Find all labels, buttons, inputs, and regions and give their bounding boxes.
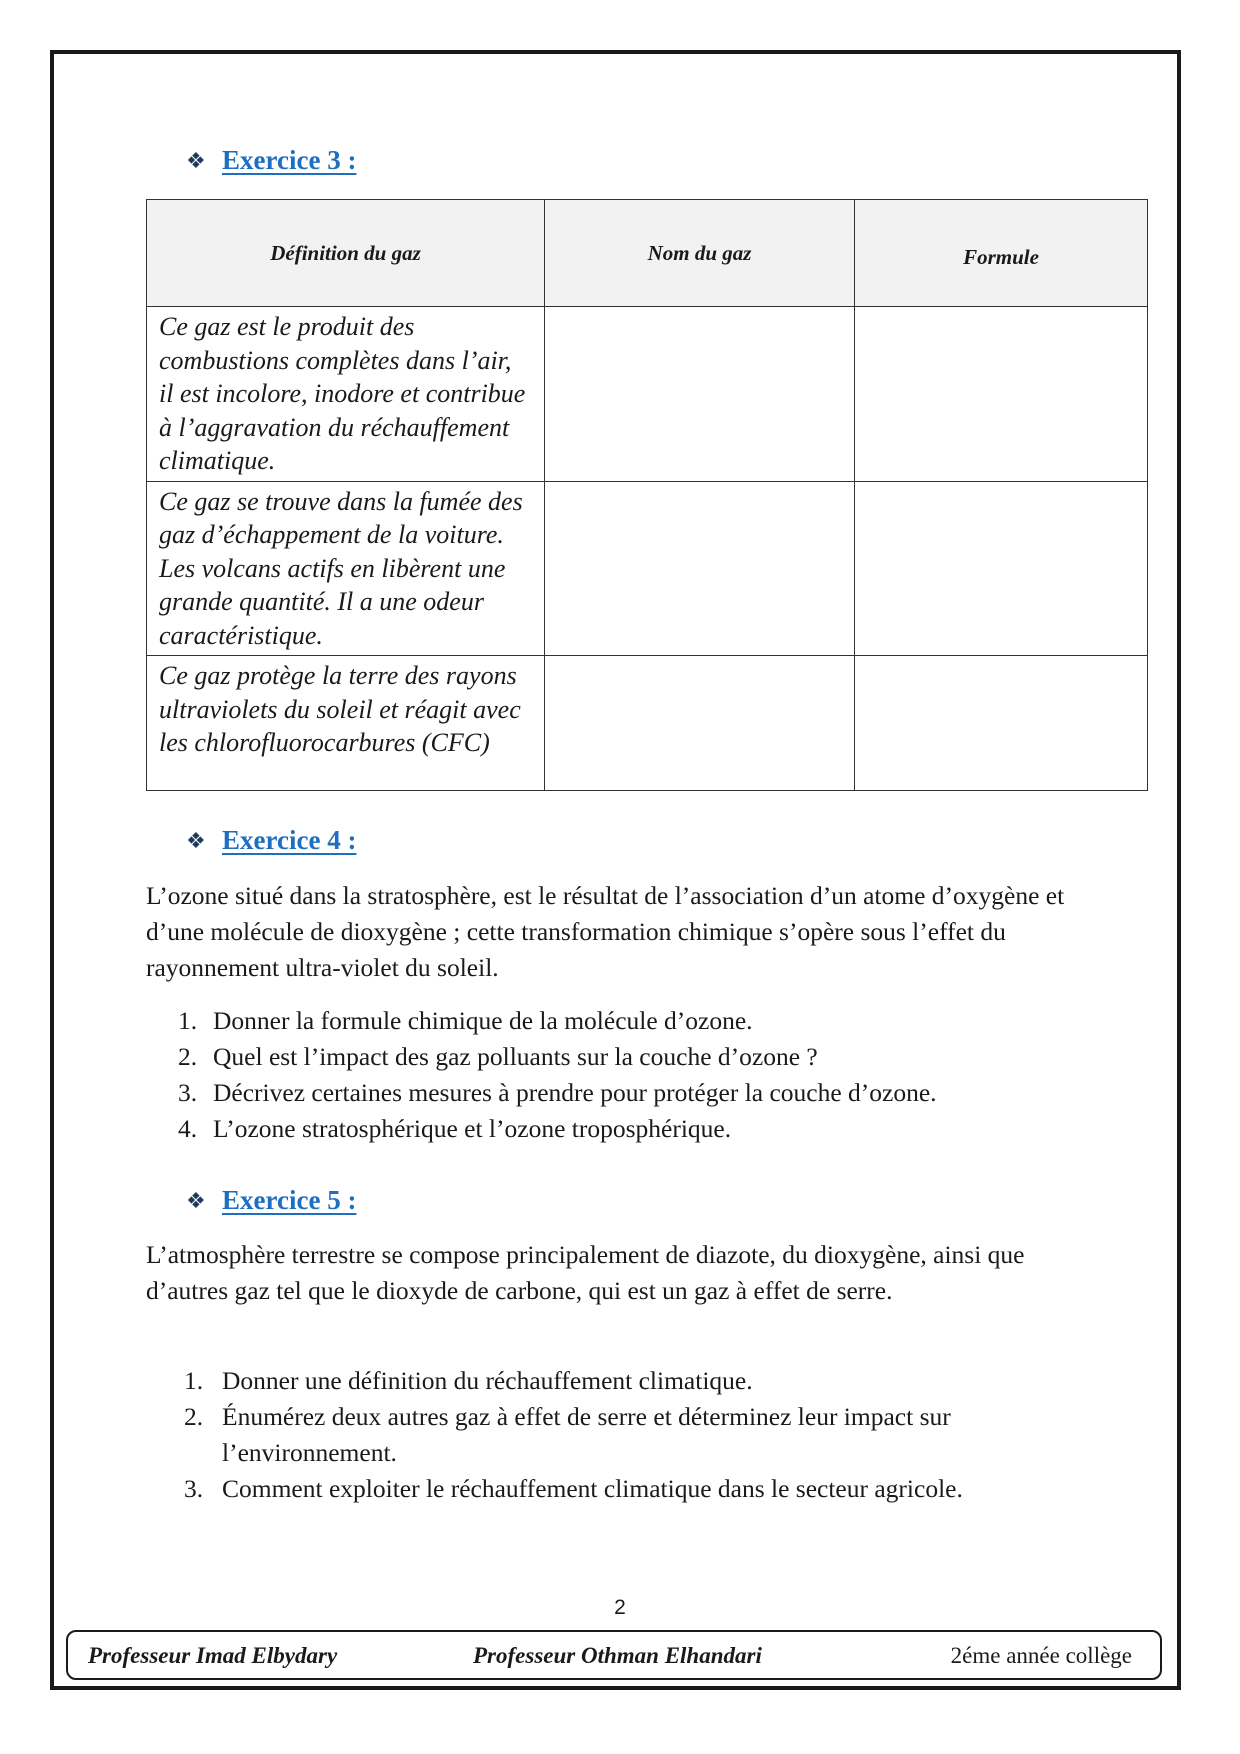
- exercise-4-heading: [186, 825, 356, 856]
- table-row: [147, 307, 1148, 482]
- footer-teacher-2: Professeur Othman Elhandari: [473, 1643, 762, 1668]
- table-row: [147, 656, 1148, 791]
- header-name: Nom du gaz: [545, 200, 855, 307]
- diamond-bullet-icon: ❖: [186, 827, 206, 853]
- question-text: Donner la formule chimique de la molécule d’ozone.: [213, 1006, 753, 1035]
- gas-definition-cell: Ce gaz se trouve dans la fumée des gaz d’échappement de la voiture. Les volcans actifs en libèrent une grande quantité. Il a une odeur caractéristique.: [147, 481, 545, 656]
- gas-table: [146, 199, 1148, 791]
- list-item: [178, 1075, 1078, 1111]
- question-text: Quel est l’impact des gaz polluants sur la couche d’ozone ?: [213, 1042, 818, 1071]
- list-item: [184, 1363, 1084, 1399]
- exercise-4-questions: [178, 1003, 1078, 1147]
- list-item: [184, 1399, 1084, 1471]
- gas-name-cell[interactable]: [545, 656, 855, 791]
- gas-formula-cell[interactable]: [855, 307, 1148, 482]
- exercise-3-heading: [186, 145, 356, 176]
- exercise-3-title: Exercice 3 :: [222, 145, 357, 175]
- footer-level: 2éme année collège: [950, 1643, 1132, 1668]
- table-header-row: [147, 200, 1148, 307]
- exercise-4-text: L’ozone situé dans la stratosphère, est le résultat de l’association d’un atome d’oxygène et d’une molécule de dioxygène ; cette transformation chimique s’opère sous l’effet du rayonnement ultra-violet du soleil.: [146, 881, 1065, 982]
- exercise-5-title: Exercice 5 :: [222, 1185, 357, 1215]
- header-formula: Formule: [855, 200, 1148, 307]
- question-text: Énumérez deux autres gaz à effet de serre et déterminez leur impact sur l’environnement.: [222, 1402, 951, 1467]
- exercise-5-text: L’atmosphère terrestre se compose principalement de diazote, du dioxygène, ainsi que d’autres gaz tel que le dioxyde de carbone, qui est un gaz à effet de serre.: [146, 1240, 1025, 1305]
- list-item: [184, 1471, 1084, 1507]
- gas-definition-cell: Ce gaz protège la terre des rayons ultraviolets du soleil et réagit avec les chlorofluorocarbures (CFC): [147, 656, 545, 791]
- question-text: Comment exploiter le réchauffement climatique dans le secteur agricole.: [222, 1474, 963, 1503]
- question-text: L’ozone stratosphérique et l’ozone troposphérique.: [213, 1114, 732, 1143]
- question-number: 1.: [184, 1366, 204, 1395]
- diamond-bullet-icon: ❖: [186, 147, 206, 173]
- question-number: 3.: [178, 1078, 198, 1107]
- gas-formula-cell[interactable]: [855, 656, 1148, 791]
- question-text: Donner une définition du réchauffement climatique.: [222, 1366, 753, 1395]
- exercise-5-questions: [184, 1363, 1084, 1507]
- gas-name-cell[interactable]: [545, 481, 855, 656]
- gas-definition-cell: Ce gaz est le produit des combustions complètes dans l’air, il est incolore, inodore et contribue à l’aggravation du réchauffement climatique.: [147, 307, 545, 482]
- list-item: [178, 1039, 1078, 1075]
- list-item: [178, 1111, 1078, 1147]
- question-number: 3.: [184, 1474, 204, 1503]
- exercise-4-title: Exercice 4 :: [222, 825, 357, 855]
- question-number: 1.: [178, 1006, 198, 1035]
- question-text: Décrivez certaines mesures à prendre pour protéger la couche d’ozone.: [213, 1078, 937, 1107]
- list-item: [178, 1003, 1078, 1039]
- exercise-5-heading: [186, 1185, 356, 1216]
- gas-formula-cell[interactable]: [855, 481, 1148, 656]
- question-number: 2.: [184, 1402, 204, 1431]
- header-definition: Définition du gaz: [147, 200, 545, 307]
- question-number: 2.: [178, 1042, 198, 1071]
- page-number: 2: [614, 1596, 626, 1619]
- table-row: [147, 481, 1148, 656]
- gas-name-cell[interactable]: [545, 307, 855, 482]
- question-number: 4.: [178, 1114, 198, 1143]
- footer: [66, 1630, 1162, 1680]
- diamond-bullet-icon: ❖: [186, 1187, 206, 1213]
- footer-teacher-1: Professeur Imad Elbydary: [88, 1643, 338, 1668]
